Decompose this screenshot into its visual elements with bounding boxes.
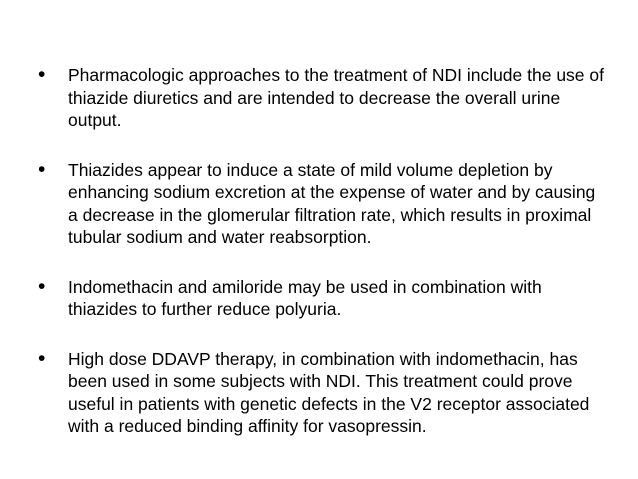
bullet-text: Indomethacin and amiloride may be used in combination with thiazides to further reduce polyuria.: [68, 276, 542, 319]
bullet-item: [36, 159, 606, 249]
bullet-text: High dose DDAVP therapy, in combination with indomethacin, has been used in some subjects with NDI. This treatment could prove useful in patients with genetic defects in the V2 receptor associated with a reduced binding affinity for vasopressin.: [68, 348, 590, 436]
bullet-item: [36, 64, 606, 132]
bullet-item: [36, 276, 606, 321]
bullet-text: Thiazides appear to induce a state of mild volume depletion by enhancing sodium excretion at the expense of water and by causing a decrease in the glomerular filtration rate, which results in proximal tubular sodium and water reabsorption.: [68, 159, 596, 247]
bullet-dot-icon: •: [38, 157, 46, 181]
bullet-dot-icon: •: [38, 346, 46, 370]
bullet-dot-icon: •: [38, 274, 46, 298]
bullet-item: [36, 348, 606, 438]
bullet-text: Pharmacologic approaches to the treatment of NDI include the use of thiazide diuretics and are intended to decrease the overall urine output.: [68, 65, 604, 130]
bullet-list: [36, 64, 606, 438]
bullet-dot-icon: •: [38, 63, 46, 86]
